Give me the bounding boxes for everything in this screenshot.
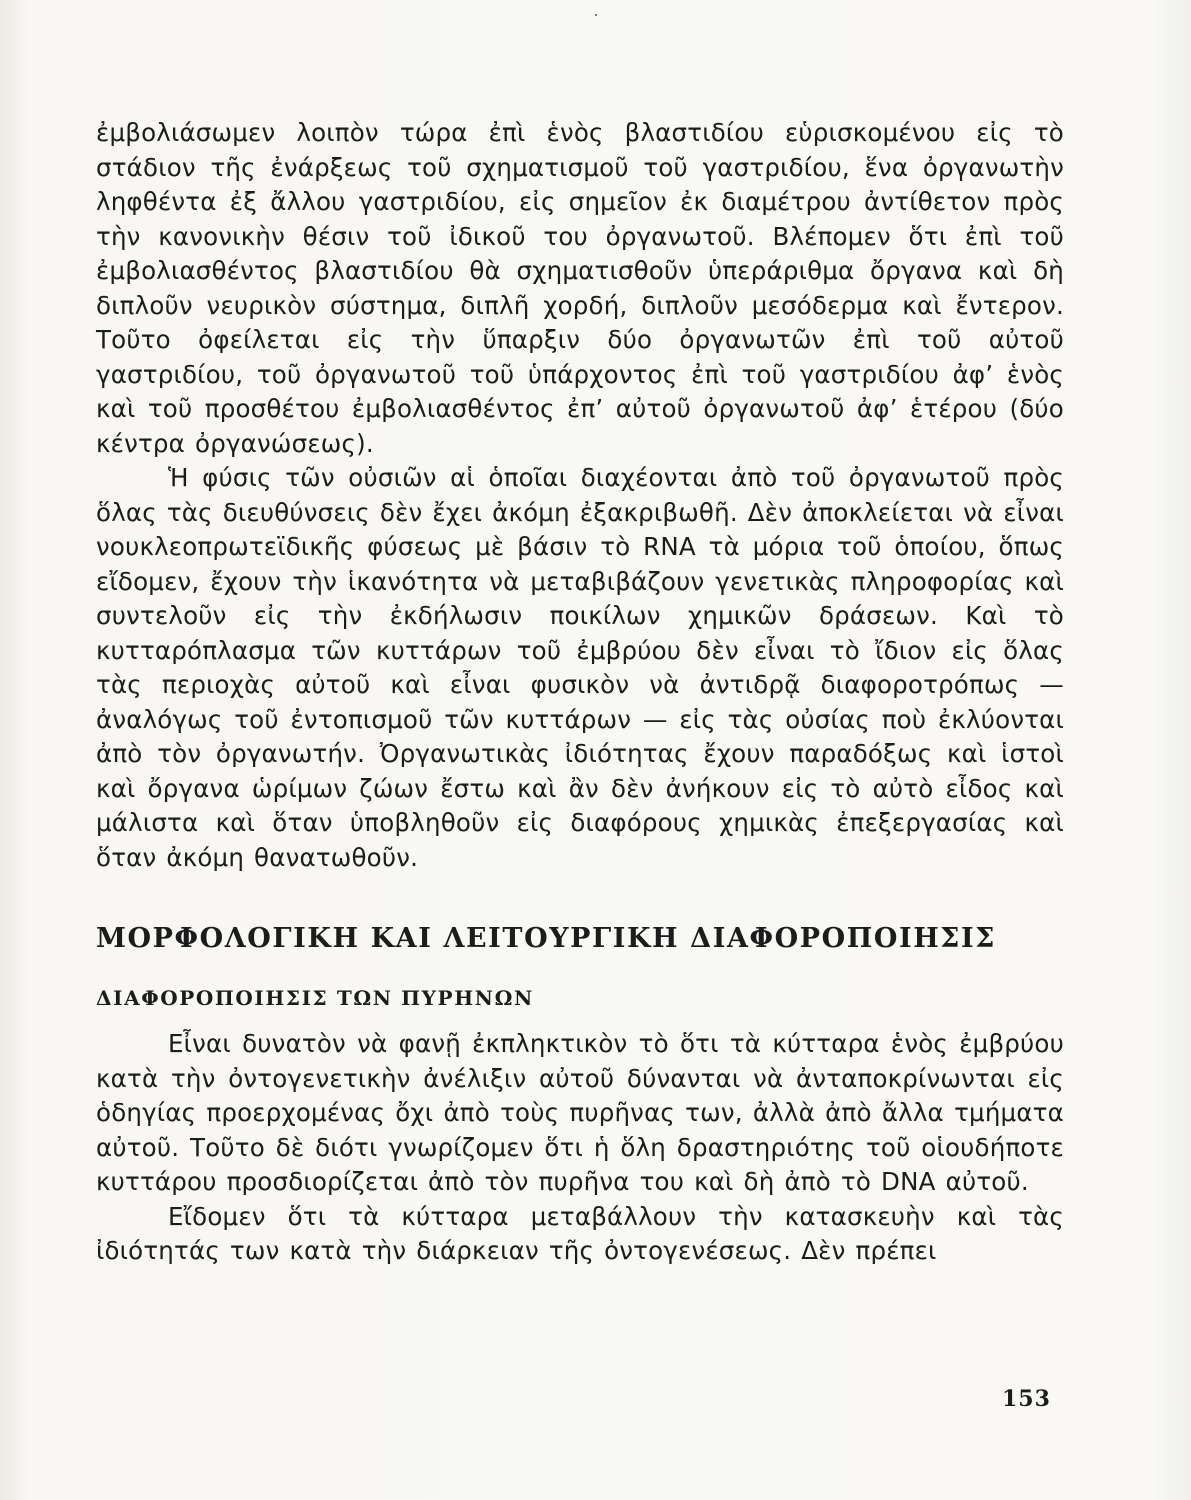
paragraph-cell-changes: Εἴδομεν ὅτι τὰ κύτταρα μεταβάλλουν τὴν κατασκευὴν καὶ τὰς ἰδιότητάς των κατὰ τὴν διάρκειαν τῆς ὀντογενέσεως. Δὲν πρέπει bbox=[96, 1201, 1064, 1265]
paragraph-organizer-grafting: ἐμβολιάσωμεν λοιπὸν τώρα ἐπὶ ἑνὸς βλαστιδίου εὑρισκομένου εἰς τὸ στάδιον τῆς ἐνάρξεως τοῦ σχηματισμοῦ τοῦ γαστριδίου, ἕνα ὀργανωτὴν ληφθέντα ἐξ ἄλλου γαστριδίου, εἰς σημεῖον ἐκ διαμέτρου ἀντίθετον πρὸς τὴν κανονικὴν θέσιν τοῦ ἰδικοῦ του ὀργανωτοῦ. Βλέπομεν ὅτι ἐπὶ τοῦ ἐμβολιασθέντος βλαστιδίου θὰ σχηματισθοῦν ὑπεράριθμα ὄργανα καὶ δὴ διπλοῦν νευρικὸν σύστημα, διπλῆ χορδή, διπλοῦν μεσόδερμα καὶ ἔντερον. Τοῦτο ὀφείλεται εἰς τὴν ὕπαρξιν δύο ὀργανωτῶν ἐπὶ τοῦ αὐτοῦ γαστριδίου, τοῦ ὀργανωτοῦ τοῦ ὑπάρχοντος ἐπὶ τοῦ γαστριδίου ἀφ’ ἑνὸς καὶ τοῦ προσθέτου ἐμβολιασθέντος ἐπ’ αὐτοῦ ὀργανωτοῦ ἀφ’ ἑτέρου (δύο κέντρα ὀργανώσεως). bbox=[96, 118, 1064, 458]
scan-speck bbox=[595, 14, 597, 16]
section-heading: ΜΟΡΦΟΛΟΓΙΚΗ ΚΑΙ ΛΕΙΤΟΥΡΓΙΚΗ ΔΙΑΦΟΡΟΠΟΙΗΣΙΣ bbox=[96, 923, 996, 954]
paragraph-nuclei-intro: Εἶναι δυνατὸν νὰ φανῇ ἐκπληκτικὸν τὸ ὅτι τὰ κύτταρα ἑνὸς ἐμβρύου κατὰ τὴν ὀντογενετικὴν ἀνέλιξιν αὐτοῦ δύνανται νὰ ἀνταποκρίνωνται εἰς ὁδηγίας προερχομένας ὄχι ἀπὸ τοὺς πυρῆνας των, ἀλλὰ ἀπὸ ἄλλα τμήματα αὐτοῦ. Τοῦτο δὲ διότι γνωρίζομεν ὅτι ἡ ὅλη δραστηριότης τοῦ οἱουδήποτε κυττάρου προσδιορίζεται ἀπὸ τὸν πυρῆνα του καὶ δὴ ἀπὸ τὸ DNA αὐτοῦ. bbox=[96, 1029, 1064, 1196]
page-content bbox=[96, 116, 1064, 1269]
page-number: 153 bbox=[1002, 1386, 1051, 1412]
paragraph-organizer-substances: Ἡ φύσις τῶν οὐσιῶν αἱ ὁποῖαι διαχέονται ἀπὸ τοῦ ὀργανωτοῦ πρὸς ὅλας τὰς διευθύνσεις δὲν ἔχει ἀκόμη ἐξακριβωθῆ. Δὲν ἀποκλείεται νὰ εἶναι νουκλεοπρωτεϊδικῆς φύσεως μὲ βάσιν τὸ RNA τὰ μόρια τοῦ ὁποίου, ὅπως εἴδομεν, ἔχουν τὴν ἱκανότητα νὰ μεταβιβάζουν γενετικὰς πληροφορίας καὶ συντελοῦν εἰς τὴν ἐκδήλωσιν ποικίλων χημικῶν δράσεων. Καὶ τὸ κυτταρόπλασμα τῶν κυττάρων τοῦ ἐμβρύου δὲν εἶναι τὸ ἴδιον εἰς ὅλας τὰς περιοχὰς αὐτοῦ καὶ εἶναι φυσικὸν νὰ ἀντιδρᾷ διαφοροτρόπως — ἀναλόγως τοῦ ἐντοπισμοῦ τῶν κυττάρων — εἰς τὰς οὐσίας ποὺ ἐκλύονται ἀπὸ τὸν ὀργανωτήν. Ὀργανωτικὰς ἰδιότητας ἔχουν παραδόξως καὶ ἱστοὶ καὶ ὄργανα ὡρίμων ζώων ἔστω καὶ ἂν δὲν ἀνήκουν εἰς τὸ αὐτὸ εἶδος καὶ μάλιστα καὶ ὅταν ὑποβληθοῦν εἰς διαφόρους χημικὰς ἐπεξεργασίας καὶ ὅταν ἀκόμη θανατωθοῦν. bbox=[96, 463, 1064, 872]
subsection-heading: ΔΙΑΦΟΡΟΠΟΙΗΣΙΣ ΤΩΝ ΠΥΡΗΝΩΝ bbox=[96, 986, 534, 1010]
